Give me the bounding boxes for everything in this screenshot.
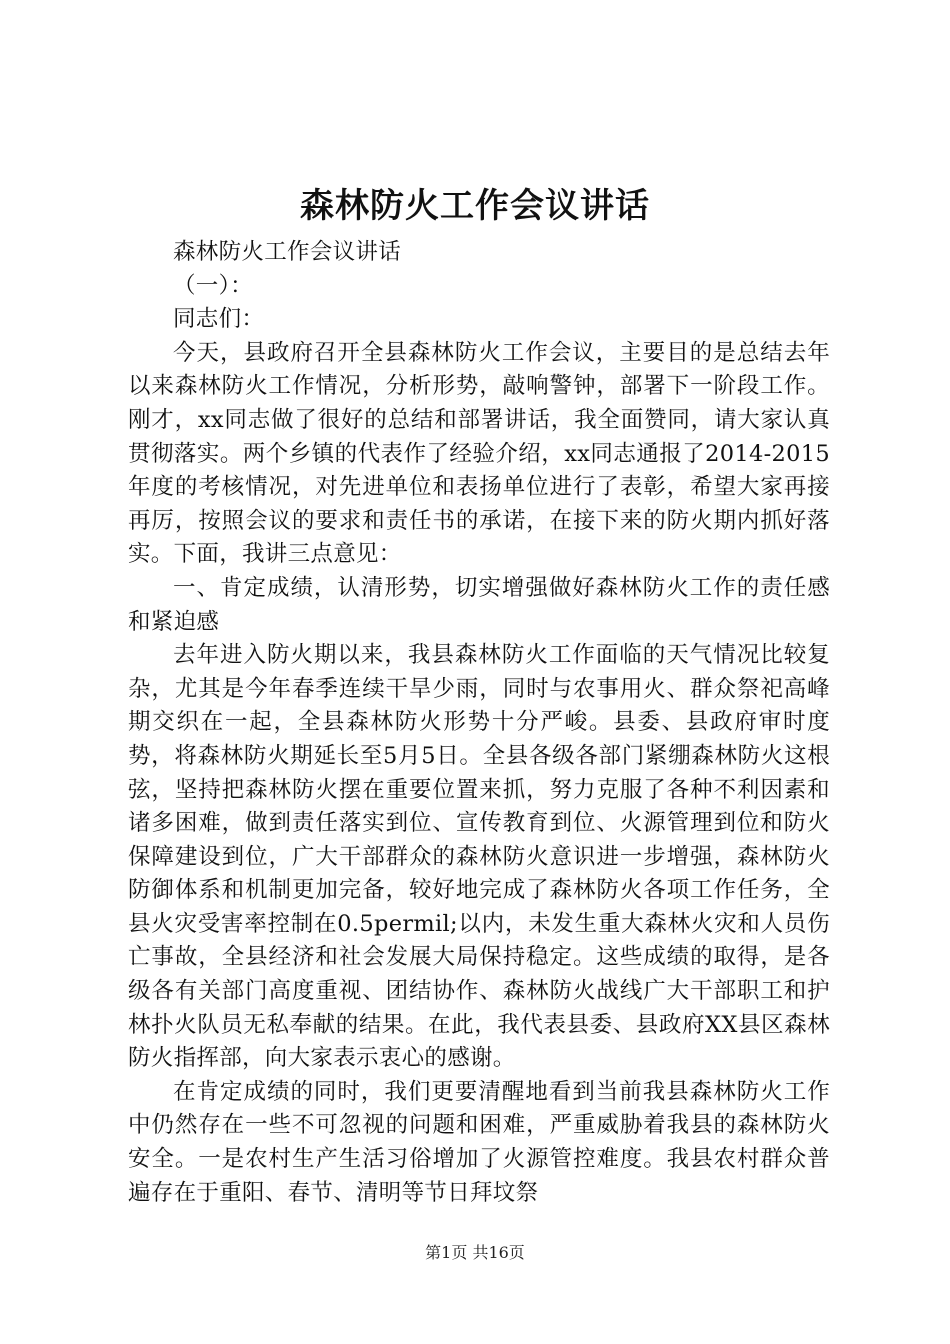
- section-number-paragraph: （一）：: [173, 272, 253, 299]
- document-body: [128, 236, 830, 1210]
- document-title: 森林防火工作会议讲话: [300, 186, 650, 226]
- page-footer: 第1页 共16页: [425, 1243, 525, 1262]
- subtitle-paragraph: 森林防火工作会议讲话: [173, 239, 402, 265]
- body-paragraph: 去年进入防火期以来，我县森林防火工作面临的天气情况比较复杂，尤其是今年春季连续干旱少雨，同时与农事用火、群众祭祀高峰期交织在一起，全县森林防火形势十分严峻。县委、县政府审时度势，将森林防火期延长至5月5日。全县各级各部门紧绷森林防火这根弦，坚持把森林防火摆在重要位置来抓，努力克服了各种不利因素和诸多困难，做到责任落实到位、宣传教育到位、火源管理到位和防火保障建设到位，广大干部群众的森林防火意识进一步增强，森林防火防御体系和机制更加完备，较好地完成了森林防火各项工作任务，全县火灾受害率控制在0.5permil;以内，未发生重大森林火灾和人员伤亡事故，全县经济和社会发展大局保持稳定。这些成绩的取得，是各级各有关部门高度重视、团结协作、森林防火战线广大干部职工和护林扑火队员无私奉献的结果。在此，我代表县委、县政府XX县区森林防火指挥部，向大家表示衷心的感谢。: [128, 642, 830, 1072]
- body-paragraph: 今天，县政府召开全县森林防火工作会议，主要目的是总结去年以来森林防火工作情况，分析形势，敲响警钟，部署下一阶段工作。刚才，xx同志做了很好的总结和部署讲话，我全面赞同，请大家认真贯彻落实。两个乡镇的代表作了经验介绍，xx同志通报了2014-2015年度的考核情况，对先进单位和表扬单位进行了表彰，希望大家再接再厉，按照会议的要求和责任书的承诺，在接下来的防火期内抓好落实。下面，我讲三点意见：: [128, 339, 830, 568]
- salutation-paragraph: 同志们：: [173, 306, 265, 333]
- section-heading-paragraph: 一、肯定成绩，认清形势，切实增强做好森林防火工作的责任感和紧迫感: [128, 574, 830, 635]
- body-paragraph: 在肯定成绩的同时，我们更要清醒地看到当前我县森林防火工作中仍然存在一些不可忽视的问题和困难，严重威胁着我县的森林防火安全。一是农村生产生活习俗增加了火源管控难度。我县农村群众普遍存在于重阳、春节、清明等节日拜坟祭: [128, 1078, 830, 1206]
